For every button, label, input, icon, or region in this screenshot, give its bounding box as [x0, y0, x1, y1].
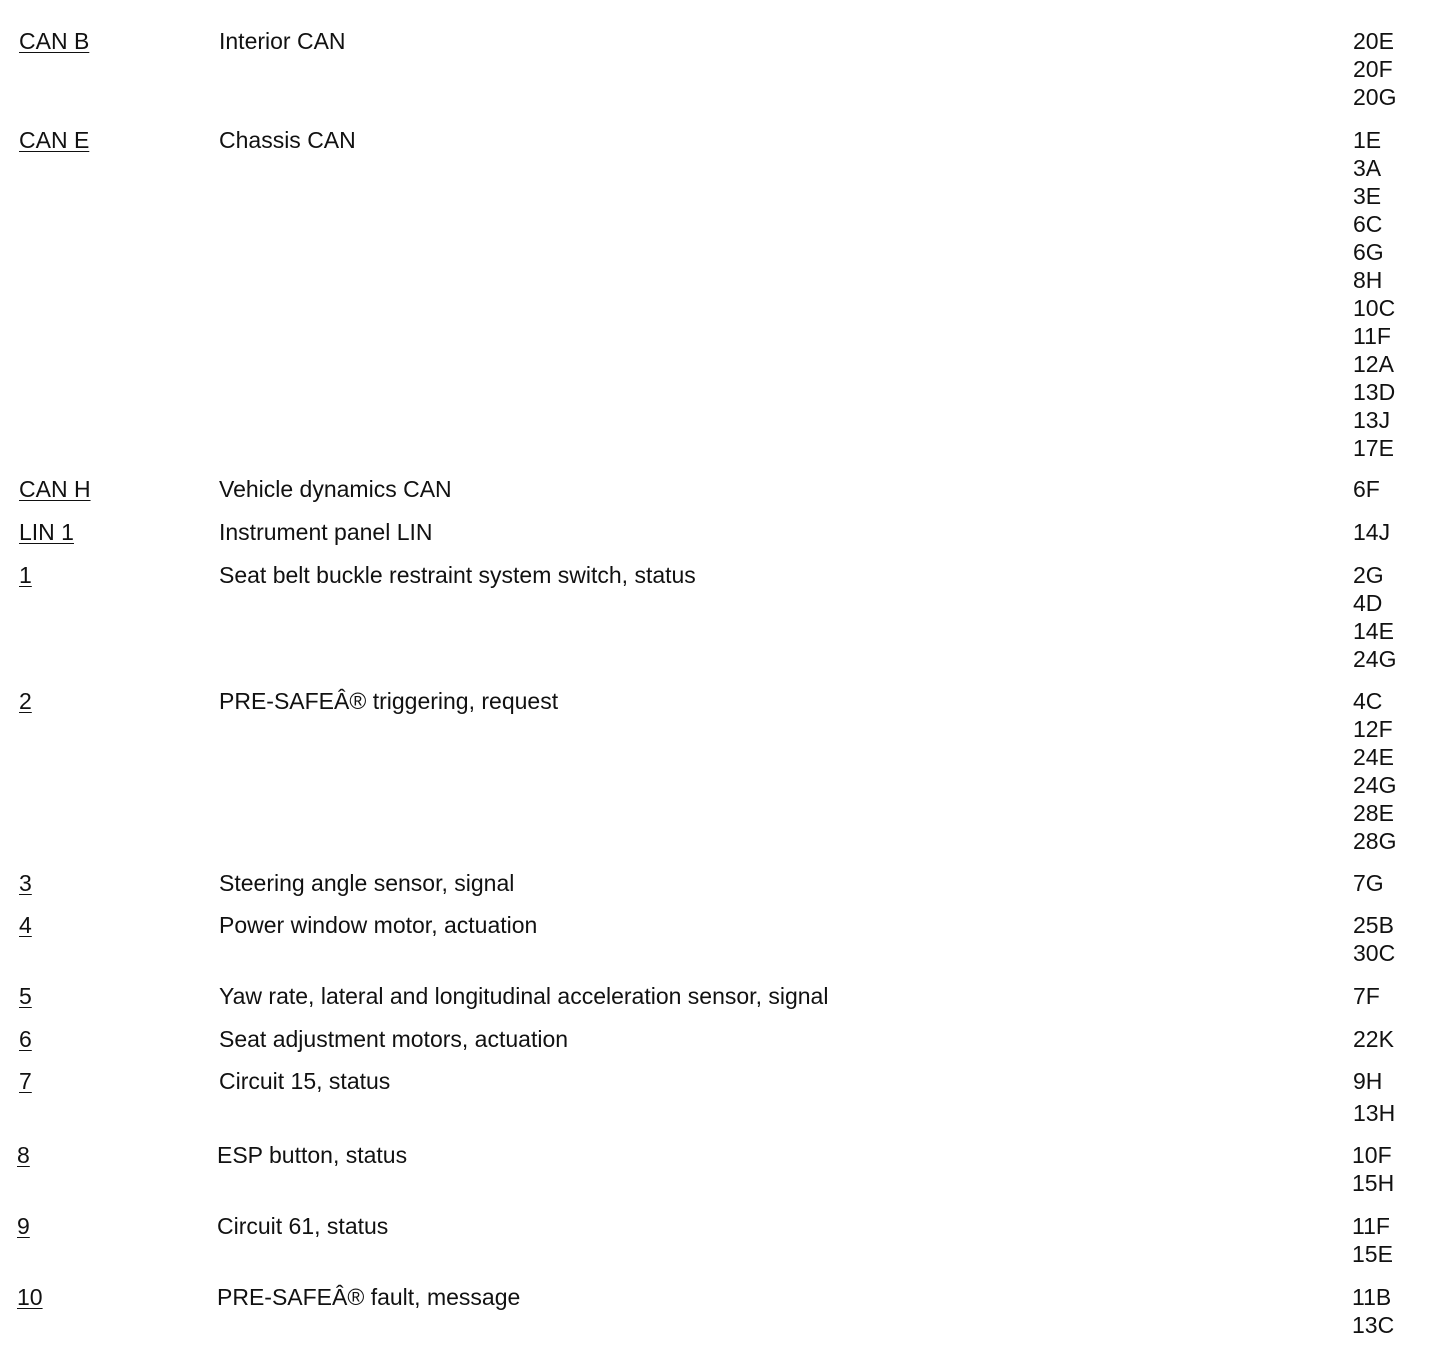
- grid-reference[interactable]: 10C: [1353, 295, 1396, 321]
- grid-reference[interactable]: 9H: [1353, 1068, 1383, 1094]
- grid-reference[interactable]: 11F: [1353, 323, 1391, 349]
- grid-reference[interactable]: 6F: [1353, 476, 1380, 502]
- signal-description: Yaw rate, lateral and longitudinal acceleration sensor, signal: [219, 983, 829, 1009]
- signal-description: PRE-SAFEÂ® fault, message: [217, 1284, 521, 1310]
- grid-reference-list: [1353, 126, 1395, 462]
- signal-description: Chassis CAN: [219, 127, 356, 153]
- grid-reference[interactable]: 24G: [1353, 772, 1397, 798]
- signal-key-link[interactable]: 1: [19, 562, 32, 588]
- grid-reference[interactable]: 20G: [1353, 84, 1397, 110]
- grid-reference[interactable]: 8H: [1353, 267, 1383, 293]
- grid-reference[interactable]: 24E: [1353, 744, 1394, 770]
- signal-key-link[interactable]: CAN E: [19, 127, 90, 153]
- signal-description: Vehicle dynamics CAN: [219, 476, 452, 502]
- signal-description: Power window motor, actuation: [219, 912, 538, 938]
- signal-key-link[interactable]: 2: [19, 688, 32, 714]
- signal-description: Circuit 15, status: [219, 1068, 391, 1094]
- grid-reference-list: [1352, 1212, 1393, 1268]
- grid-reference[interactable]: 30C: [1353, 940, 1396, 966]
- signal-key-link[interactable]: 3: [19, 870, 32, 896]
- grid-reference[interactable]: 20E: [1353, 28, 1394, 54]
- grid-reference[interactable]: 12F: [1353, 716, 1393, 742]
- grid-reference[interactable]: 17E: [1353, 435, 1394, 461]
- grid-reference[interactable]: 3E: [1353, 183, 1382, 209]
- grid-reference[interactable]: 13D: [1353, 379, 1396, 405]
- signal-key-link[interactable]: 4: [19, 912, 32, 938]
- grid-reference[interactable]: 13H: [1353, 1100, 1396, 1126]
- grid-reference[interactable]: 24G: [1353, 646, 1397, 672]
- grid-reference[interactable]: 13J: [1353, 407, 1391, 433]
- grid-reference[interactable]: 2G: [1353, 562, 1384, 588]
- grid-reference[interactable]: 6G: [1353, 239, 1384, 265]
- grid-reference[interactable]: 20F: [1353, 56, 1393, 82]
- grid-reference[interactable]: 4D: [1353, 590, 1383, 616]
- grid-reference[interactable]: 3A: [1353, 155, 1382, 181]
- signal-key-link[interactable]: 10: [17, 1284, 43, 1310]
- signal-key-link[interactable]: CAN B: [19, 28, 90, 54]
- grid-reference[interactable]: 11B: [1352, 1284, 1392, 1310]
- grid-reference-list: [1353, 982, 1380, 1010]
- grid-reference[interactable]: 14E: [1353, 618, 1394, 644]
- grid-reference-list: [1353, 475, 1380, 503]
- grid-reference[interactable]: 28G: [1353, 828, 1397, 854]
- grid-reference[interactable]: 6C: [1353, 211, 1383, 237]
- grid-reference-list: [1353, 27, 1396, 111]
- grid-reference[interactable]: 7F: [1353, 983, 1380, 1009]
- grid-reference-list: [1352, 1141, 1394, 1197]
- grid-reference[interactable]: 28E: [1353, 800, 1394, 826]
- grid-reference[interactable]: 7G: [1353, 870, 1384, 896]
- grid-reference[interactable]: 11F: [1352, 1213, 1390, 1239]
- grid-reference[interactable]: 15E: [1352, 1241, 1393, 1267]
- grid-reference[interactable]: 14J: [1353, 519, 1391, 545]
- signal-key-link[interactable]: 9: [17, 1213, 30, 1239]
- grid-reference[interactable]: 1E: [1353, 127, 1382, 153]
- signal-description: PRE-SAFEÂ® triggering, request: [219, 688, 559, 714]
- grid-reference-list: [1353, 687, 1396, 855]
- grid-reference[interactable]: 12A: [1353, 351, 1394, 377]
- signal-description: Steering angle sensor, signal: [219, 870, 515, 896]
- grid-reference[interactable]: 25B: [1353, 912, 1394, 938]
- grid-reference-list: [1353, 911, 1395, 967]
- signal-key-link[interactable]: 8: [17, 1142, 30, 1168]
- signal-key-link[interactable]: 7: [19, 1068, 32, 1094]
- signal-key-link[interactable]: 5: [19, 983, 32, 1009]
- grid-reference[interactable]: 13C: [1352, 1312, 1395, 1338]
- signal-description: Instrument panel LIN: [219, 519, 433, 545]
- signal-description: Seat belt buckle restraint system switch, status: [219, 562, 696, 588]
- grid-reference[interactable]: 15H: [1352, 1170, 1395, 1196]
- grid-reference-list: [1353, 561, 1396, 673]
- grid-reference-list: [1353, 1067, 1395, 1127]
- grid-reference[interactable]: 22K: [1353, 1026, 1394, 1052]
- grid-reference[interactable]: 4C: [1353, 688, 1383, 714]
- grid-reference-list: [1353, 518, 1390, 546]
- grid-reference-list: [1353, 869, 1384, 897]
- signal-key-link[interactable]: LIN 1: [19, 519, 74, 545]
- signal-description: Circuit 61, status: [217, 1213, 389, 1239]
- signal-description: ESP button, status: [217, 1142, 408, 1168]
- grid-reference-list: [1353, 1025, 1394, 1053]
- signal-description: Seat adjustment motors, actuation: [219, 1026, 569, 1052]
- grid-reference[interactable]: 10F: [1352, 1142, 1392, 1168]
- signal-description: Interior CAN: [219, 28, 346, 54]
- grid-reference-list: [1352, 1283, 1394, 1339]
- signal-key-link[interactable]: CAN H: [19, 476, 91, 502]
- signal-key-link[interactable]: 6: [19, 1026, 32, 1052]
